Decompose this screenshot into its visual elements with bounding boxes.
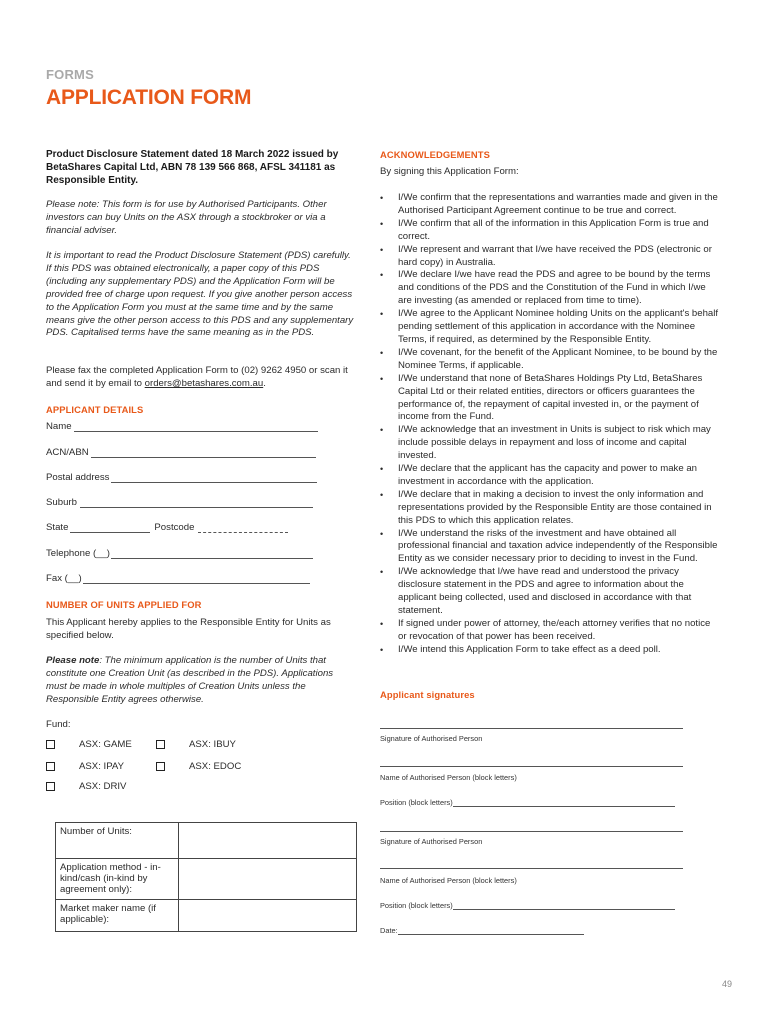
table-row bbox=[56, 900, 357, 932]
list-item: • I/We confirm that all of the information in this Application Form is true and correct. bbox=[380, 218, 720, 244]
fax-field[interactable] bbox=[46, 573, 310, 584]
fund-option-label: ASX: EDOC bbox=[189, 761, 242, 772]
name-label: Name bbox=[46, 421, 72, 432]
pds-statement: Product Disclosure Statement dated 18 March 2022 issued by BetaShares Capital Ltd, ABN 78 139 566 868, AFSL 341181 as Responsible Entity. bbox=[46, 149, 339, 186]
signature-label-1: Signature of Authorised Person bbox=[380, 734, 483, 743]
position-label-2: Position (block letters) bbox=[380, 901, 453, 910]
date-label: Date: bbox=[380, 926, 398, 935]
table-row bbox=[56, 859, 357, 900]
position-field-1[interactable] bbox=[380, 798, 675, 807]
table-row bbox=[56, 823, 357, 859]
list-item: • I/We understand that none of BetaShares Holdings Pty Ltd, BetaShares Capital Ltd or their related entities, directors or officers guarantees the performance of, the repayment of capital invested in, or the payment of income from the Fund. bbox=[380, 373, 720, 425]
acn-field[interactable] bbox=[46, 447, 316, 458]
name-label-2: Name of Authorised Person (block letters) bbox=[380, 876, 517, 885]
fund-option-driv[interactable] bbox=[46, 781, 126, 792]
page-number: 49 bbox=[722, 979, 733, 989]
fax-end: . bbox=[263, 377, 266, 389]
fund-option-label: ASX: GAME bbox=[79, 739, 132, 750]
application-method-input[interactable] bbox=[179, 859, 357, 900]
checkbox[interactable] bbox=[46, 762, 55, 771]
list-item: • I/We agree to the Applicant Nominee holding Units on the applicant's behalf pending settlement of this application in accordance with the Nominee Terms, if required, as determined by the Responsible Entity. bbox=[380, 308, 720, 347]
checkbox[interactable] bbox=[156, 762, 165, 771]
fund-label: Fund: bbox=[46, 719, 71, 730]
state-line[interactable] bbox=[70, 522, 150, 533]
signatures-heading: Applicant signatures bbox=[380, 689, 475, 700]
name-line-2[interactable] bbox=[380, 868, 683, 869]
fund-option-edoc[interactable] bbox=[156, 761, 241, 772]
market-maker-input[interactable] bbox=[179, 900, 357, 932]
units-table bbox=[55, 822, 357, 932]
suburb-field[interactable] bbox=[46, 497, 313, 508]
telephone-label: Telephone (__) bbox=[46, 548, 111, 559]
list-item: • I/We represent and warrant that I/we have received the PDS (electronic or hard copy) in Australia. bbox=[380, 244, 720, 270]
suburb-label: Suburb bbox=[46, 497, 77, 508]
number-units-input[interactable] bbox=[179, 823, 357, 859]
important-text: It is important to read the Product Disclosure Statement (PDS) carefully. If this PDS was obtained electronically, a paper copy of this PDS (including any supplementary PDS) and the Application Form will be provided free of charge upon request. If you give another person access to the Application Form you must at the same time and by the same means give the other person access to this PDS and any supplementary PDS. Capitalised terms have the same meaning as in the PDS. bbox=[46, 250, 354, 339]
fund-option-game[interactable] bbox=[46, 739, 132, 750]
units-note bbox=[46, 655, 354, 707]
acn-label: ACN/ABN bbox=[46, 447, 89, 458]
list-item: • I/We confirm that the representations and warranties made and given in the Authorised Participant Agreement continue to be true and correct. bbox=[380, 192, 720, 218]
fund-option-label: ASX: IPAY bbox=[79, 761, 124, 772]
page-title: APPLICATION FORM bbox=[46, 86, 252, 109]
name-field[interactable] bbox=[46, 421, 318, 432]
checkbox[interactable] bbox=[156, 740, 165, 749]
postcode-label: Postcode bbox=[154, 522, 195, 533]
state-postcode-field[interactable] bbox=[46, 522, 288, 533]
fund-option-ibuy[interactable] bbox=[156, 739, 236, 750]
postcode-line[interactable] bbox=[198, 522, 288, 533]
fax-label: Fax (__) bbox=[46, 573, 82, 584]
list-item: • I/We acknowledge that an investment in Units is subject to risk which may include possible delays in repayment and loss of income and capital invested. bbox=[380, 424, 720, 463]
fax-line[interactable] bbox=[83, 573, 310, 584]
section-label: FORMS bbox=[46, 67, 94, 82]
list-item: • If signed under power of attorney, the/each attorney verifies that no notice or revocation of that power has been received. bbox=[380, 618, 720, 644]
signature-line-2[interactable] bbox=[380, 831, 683, 832]
position-label-1: Position (block letters) bbox=[380, 798, 453, 807]
applicant-details-heading: APPLICANT DETAILS bbox=[46, 404, 144, 415]
fund-option-label: ASX: IBUY bbox=[189, 739, 236, 750]
list-item: • I/We acknowledge that I/we have read and understood the privacy disclosure statement in the PDS and agree to information about the applicant being collected, used and disclosed in accordance with that statement. bbox=[380, 566, 720, 618]
acknowledgements-list bbox=[380, 192, 720, 657]
signature-line-1[interactable] bbox=[380, 728, 683, 729]
acknowledgements-heading: ACKNOWLEDGEMENTS bbox=[380, 149, 490, 160]
position-field-2[interactable] bbox=[380, 901, 675, 910]
acn-line[interactable] bbox=[91, 447, 316, 458]
acknowledgements-intro: By signing this Application Form: bbox=[380, 166, 519, 177]
name-label-1: Name of Authorised Person (block letters) bbox=[380, 773, 517, 782]
date-field[interactable] bbox=[380, 926, 584, 935]
units-intro: This Applicant hereby applies to the Responsible Entity for Units as specified below. bbox=[46, 617, 331, 641]
units-note-rest: : The minimum application is the number of Units that constitute one Creation Unit (as described in the PDS). Applications must be made in whole multiples of Creation Units unless the Responsible Entity agrees otherwise. bbox=[46, 655, 334, 705]
list-item: • I/We covenant, for the benefit of the Applicant Nominee, to be bound by the Nominee Terms, if applicable. bbox=[380, 347, 720, 373]
list-item: • I/We intend this Application Form to take effect as a deed poll. bbox=[380, 644, 720, 657]
signature-label-2: Signature of Authorised Person bbox=[380, 837, 483, 846]
postal-field[interactable] bbox=[46, 472, 317, 483]
fax-instructions bbox=[46, 365, 356, 391]
name-line[interactable] bbox=[74, 421, 318, 432]
list-item: • I/We declare that the applicant has the capacity and power to make an investment in accordance with the application. bbox=[380, 463, 720, 489]
email-link[interactable]: orders@betashares.com.au bbox=[144, 377, 264, 389]
position-line-2[interactable] bbox=[453, 901, 675, 910]
units-heading: NUMBER OF UNITS APPLIED FOR bbox=[46, 599, 202, 610]
suburb-line[interactable] bbox=[80, 497, 313, 508]
market-maker-label: Market maker name (if applicable): bbox=[56, 900, 179, 932]
checkbox[interactable] bbox=[46, 740, 55, 749]
note-text: Please note: This form is for use by Authorised Participants. Other investors can buy Units on the ASX through a stockbroker or via a financial adviser. bbox=[46, 199, 327, 236]
date-line[interactable] bbox=[398, 926, 584, 935]
telephone-line[interactable] bbox=[111, 548, 313, 559]
telephone-field[interactable] bbox=[46, 548, 313, 559]
state-label: State bbox=[46, 522, 69, 533]
position-line-1[interactable] bbox=[453, 798, 675, 807]
postal-line[interactable] bbox=[111, 472, 317, 483]
checkbox[interactable] bbox=[46, 782, 55, 791]
application-method-label: Application method - in-kind/cash (in-kind by agreement only): bbox=[56, 859, 179, 900]
list-item: • I/We declare I/we have read the PDS and agree to be bound by the terms and conditions of the PDS and the Constitution of the Fund in which I/we are investing (as amended or replaced from time to time). bbox=[380, 269, 720, 308]
number-units-label: Number of Units: bbox=[56, 823, 179, 859]
fax-text: Please fax the completed Application Form to (02) 9262 4950 or scan it and send it by email to bbox=[46, 365, 348, 389]
name-line-1[interactable] bbox=[380, 766, 683, 767]
fund-option-ipay[interactable] bbox=[46, 761, 124, 772]
postal-label: Postal address bbox=[46, 472, 110, 483]
list-item: • I/We declare that in making a decision to invest the only information and representations provided by the Responsible Entity are those contained in this PDS to which this application relates. bbox=[380, 489, 720, 528]
list-item: • I/We understand the risks of the investment and have obtained all professional financial and taxation advice independently of the Responsible Entity as we consider necessary prior to deciding to invest in the Fund. bbox=[380, 528, 720, 567]
fund-option-label: ASX: DRIV bbox=[79, 781, 127, 792]
units-note-bold: Please note bbox=[46, 655, 100, 666]
